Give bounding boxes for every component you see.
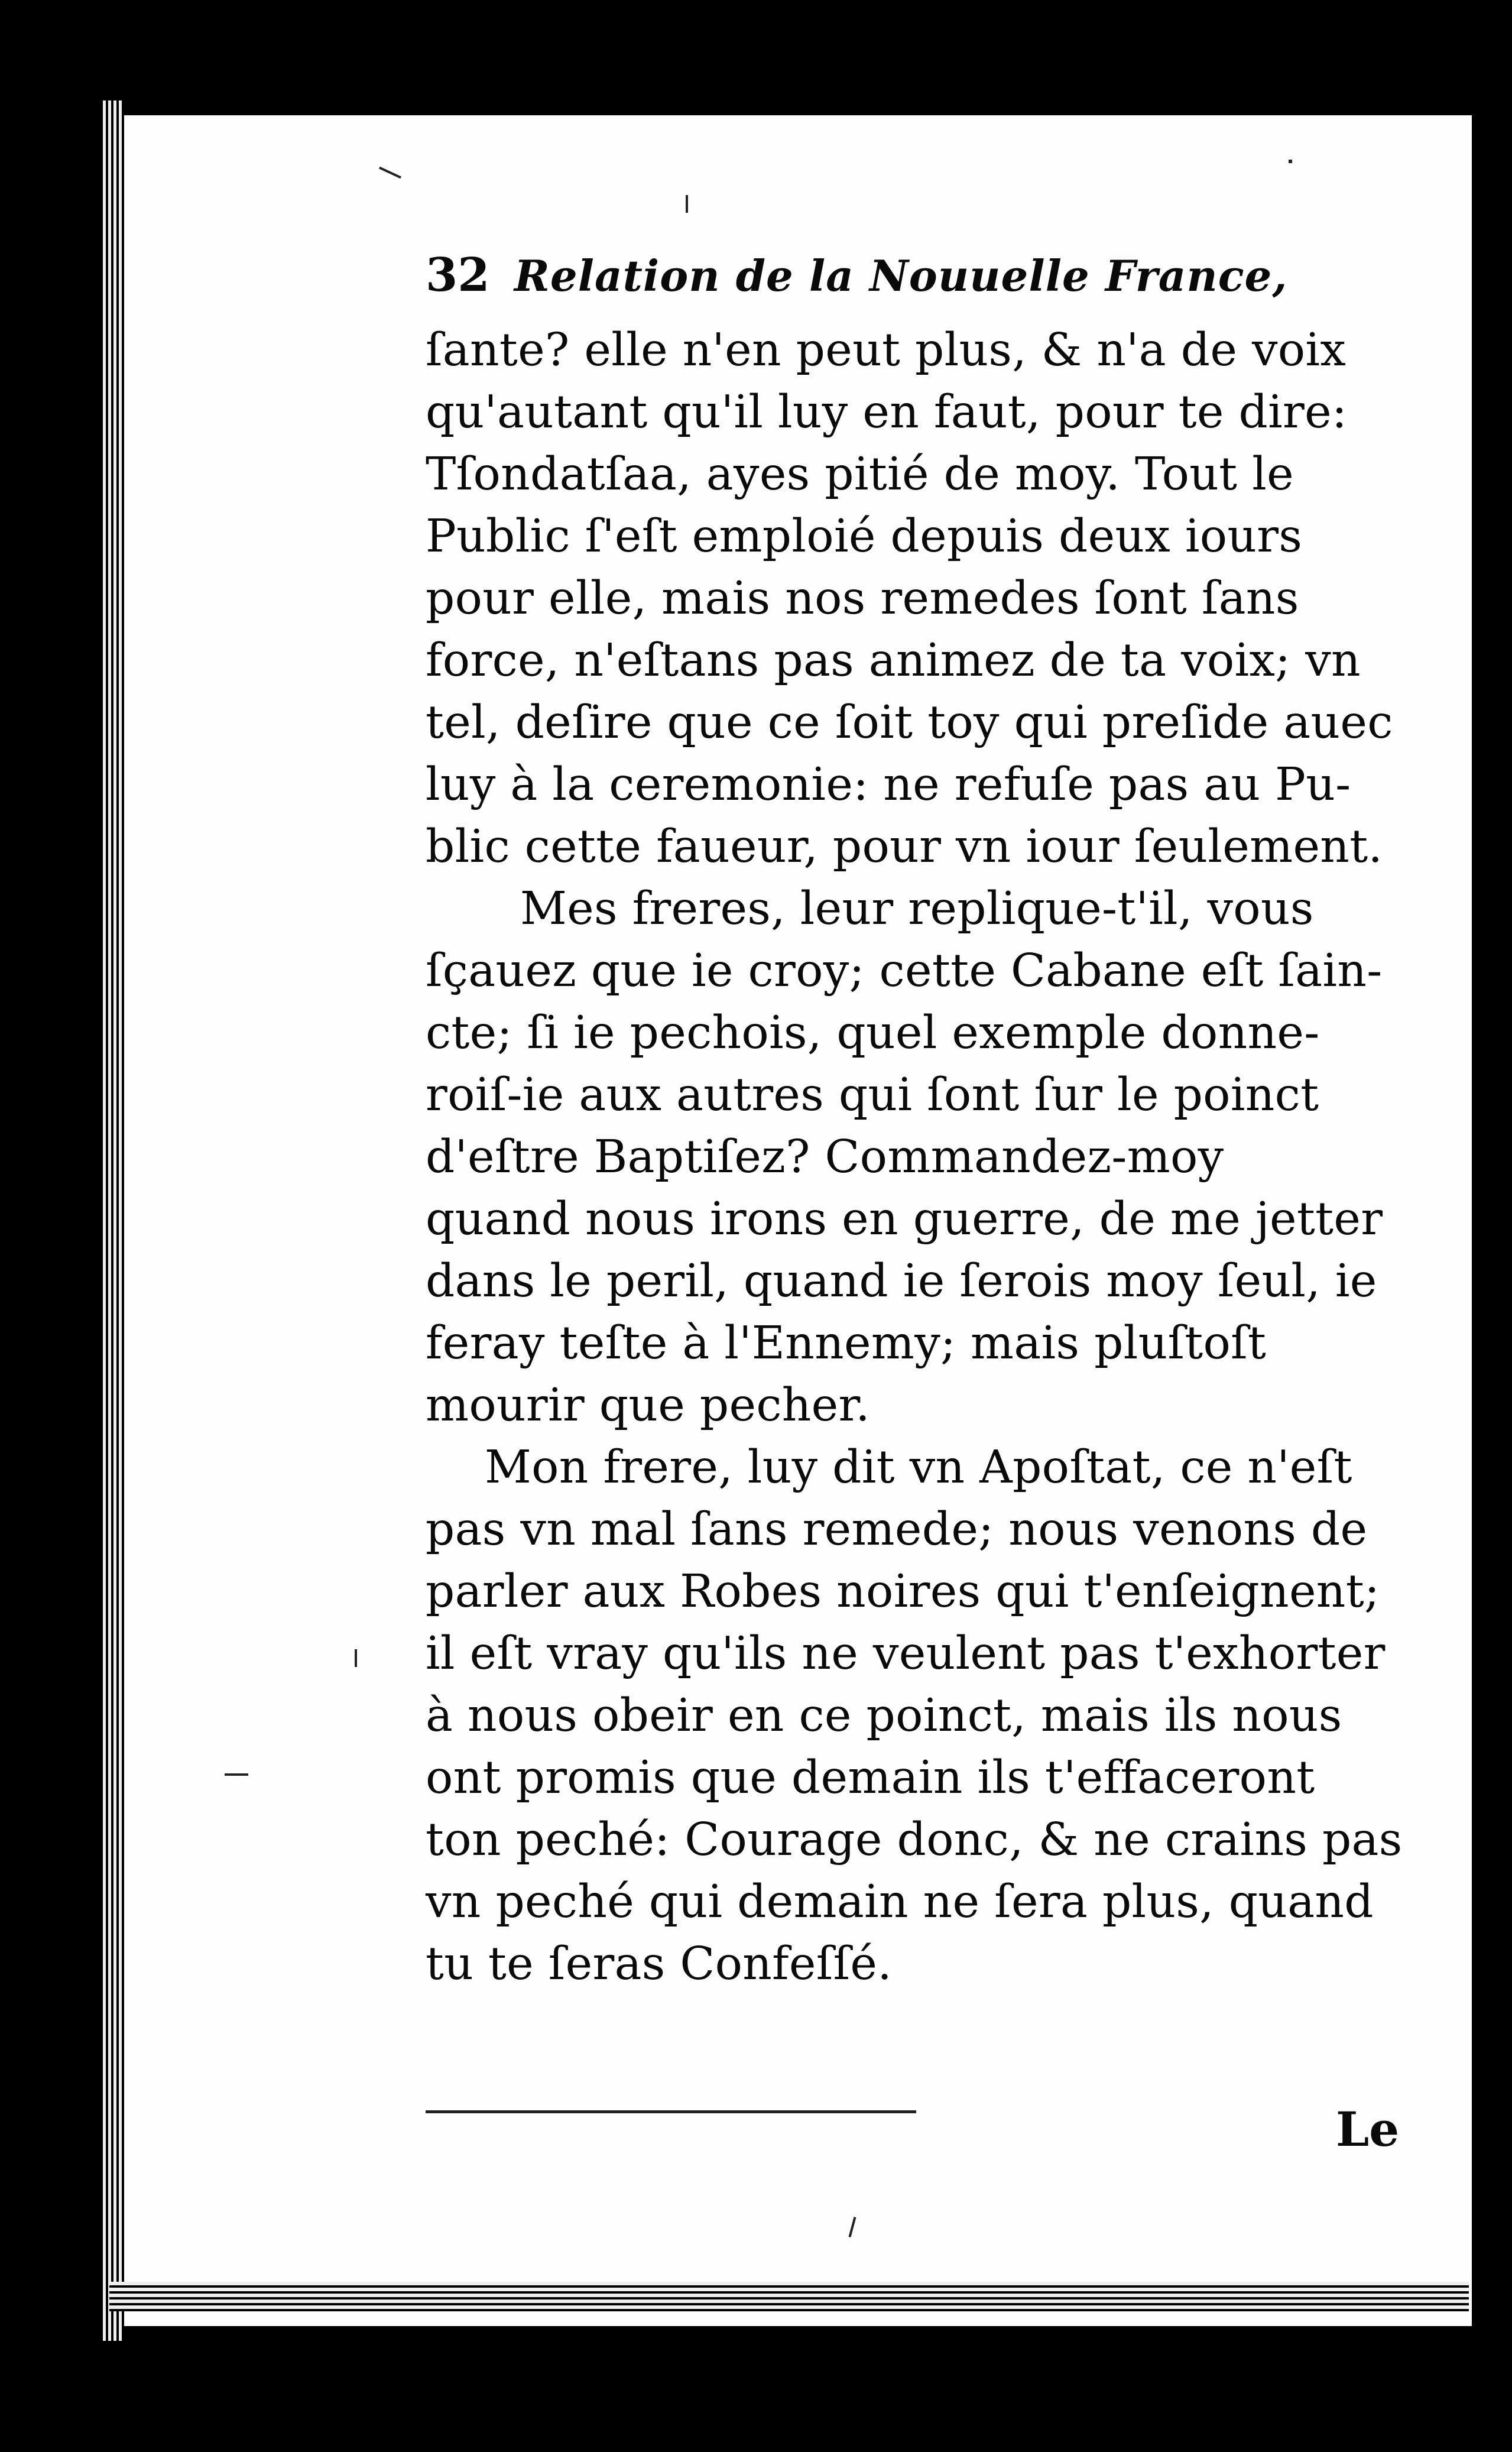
- text-line: il eſt vray qu'ils ne veulent pas t'exhorter: [426, 1627, 1386, 1680]
- paragraph-2: [426, 878, 1430, 1436]
- binding-gutter: [100, 100, 124, 2341]
- text-line: Mon frere, luy dit vn Apoſtat, ce n'eſt: [485, 1441, 1352, 1494]
- text-line: tu te ſeras Confeſſé.: [426, 1938, 893, 1990]
- paragraph-1: [426, 319, 1430, 878]
- underline-stroke: [426, 2110, 916, 2113]
- text-line: pour elle, mais nos remedes ſont ſans: [426, 572, 1299, 625]
- text-line: parler aux Robes noires qui t'enſeignent;: [426, 1565, 1380, 1618]
- page-number: 32: [426, 248, 490, 302]
- text-line: feray teſte à l'Ennemy; mais pluſtoſt: [426, 1317, 1267, 1370]
- text-line: roiſ-ie aux autres qui ſont ſur le poinct: [426, 1069, 1319, 1121]
- paragraph-3: [426, 1436, 1430, 1995]
- ink-speck: [686, 195, 688, 213]
- ink-speck: [225, 1773, 248, 1776]
- text-line: dans le peril, quand ie ſerois moy ſeul, ie: [426, 1255, 1377, 1308]
- bottom-edge-band: [109, 2282, 1469, 2311]
- text-line: force, n'eſtans pas animez de ta voix; vn: [426, 634, 1361, 687]
- text-line: Tſondatſaa, ayes pitié de moy. Tout le: [426, 448, 1294, 501]
- text-line: à nous obeir en ce poinct, mais ils nous: [426, 1689, 1342, 1742]
- text-line: ton peché: Courage donc, & ne crains pas: [426, 1814, 1403, 1866]
- text-line: ont promis que demain ils t'effaceront: [426, 1752, 1315, 1804]
- text-line: d'eſtre Baptiſez? Commandez-moy: [426, 1131, 1224, 1183]
- ink-speck: [1289, 160, 1292, 163]
- text-line: Public ſ'eſt emploié depuis deux iours: [426, 510, 1303, 563]
- text-line: cte; ſi ie pechois, quel exemple donne-: [426, 1007, 1320, 1059]
- text-line: pas vn mal ſans remede; nous venons de: [426, 1503, 1368, 1556]
- running-head: Relation de la Nouuelle France,: [514, 251, 1288, 301]
- text-line: mourir que pecher.: [426, 1379, 870, 1432]
- right-dark-edge: [1472, 115, 1512, 2326]
- text-line: vn peché qui demain ne ſera plus, quand: [426, 1876, 1374, 1928]
- text-block: [426, 248, 1430, 1995]
- catchword: Le: [1336, 2101, 1400, 2157]
- text-line: quand nous irons en guerre, de me jetter: [426, 1193, 1383, 1246]
- ink-speck: [355, 1649, 357, 1667]
- text-line: Mes freres, leur replique-t'il, vous: [520, 883, 1314, 935]
- text-line: ſçauez que ie croy; cette Cabane eſt ſain-: [426, 945, 1383, 997]
- text-line: luy à la ceremonie: ne refuſe pas au Pu-: [426, 758, 1351, 811]
- text-line: tel, deſire que ce ſoit toy qui preſide auec: [426, 696, 1393, 749]
- text-line: qu'autant qu'il luy en faut, pour te dire:: [426, 386, 1348, 439]
- text-line: ſante? elle n'en peut plus, & n'a de voix: [426, 324, 1346, 377]
- text-line: blic cette faueur, pour vn iour ſeulement.: [426, 820, 1383, 873]
- page-header: [426, 248, 1430, 319]
